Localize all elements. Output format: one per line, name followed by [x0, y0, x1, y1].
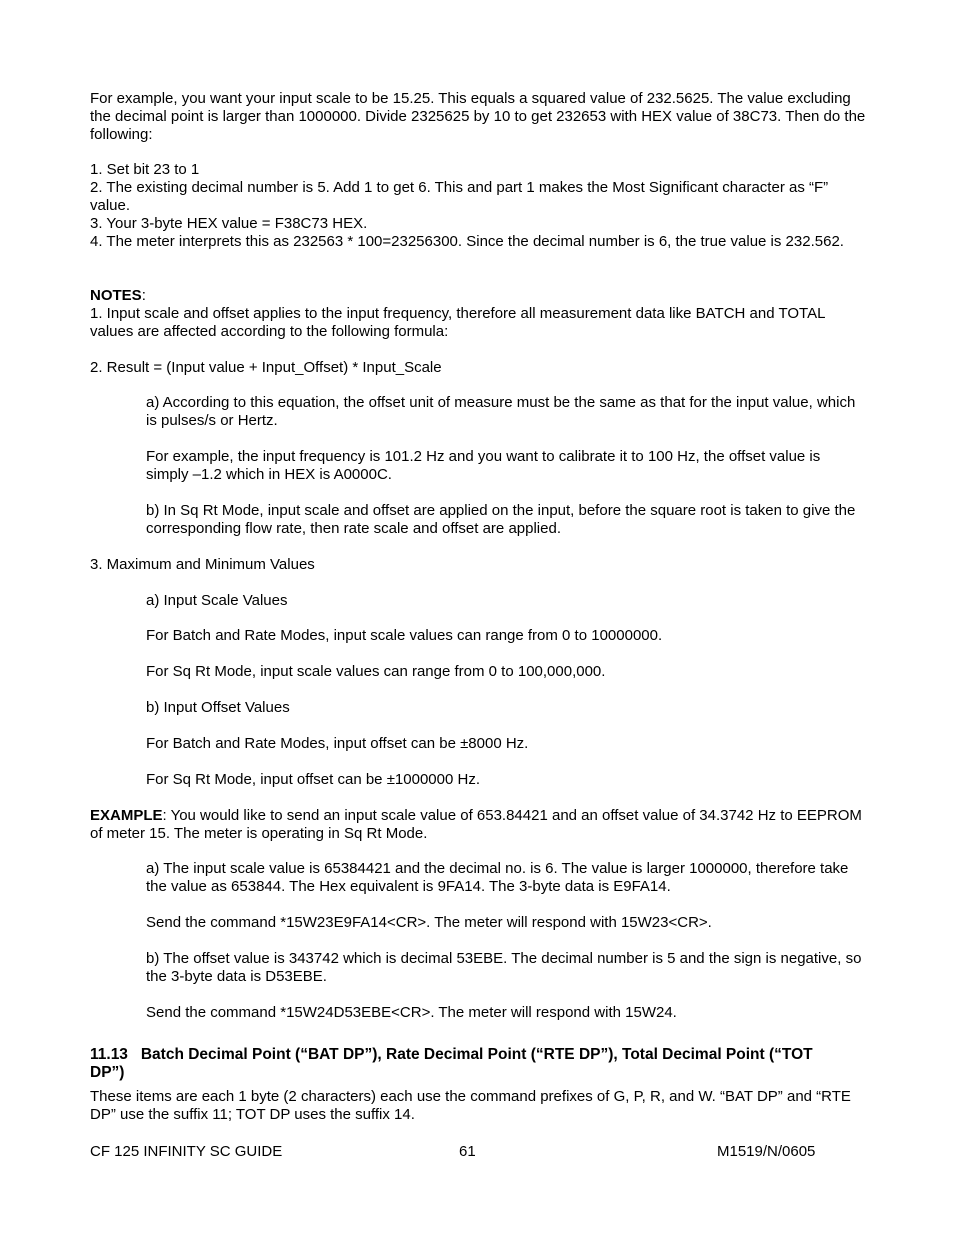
example-b-command: Send the command *15W24D53EBE<CR>. The meter will respond with 15W24.	[146, 1004, 677, 1021]
note-3: 3. Maximum and Minimum Values	[90, 556, 315, 573]
footer-left: CF 125 INFINITY SC GUIDE	[90, 1143, 283, 1160]
note-2a-example: For example, the input frequency is 101.2 Hz and you want to calibrate it to 100 Hz, the offset value is simply –1.2 which in HEX is A0000C.	[146, 448, 821, 483]
note-2b: b) In Sq Rt Mode, input scale and offset are applied on the input, before the square root is taken to give the corresponding flow rate, then rate scale and offset are applied.	[146, 502, 856, 537]
note-1: 1. Input scale and offset applies to the input frequency, therefore all measurement data like BATCH and TOTAL values are affected according to the following formula:	[90, 305, 825, 340]
note-3b-batch-rate: For Batch and Rate Modes, input offset can be ±8000 Hz.	[146, 735, 529, 752]
example-a-command: Send the command *15W23E9FA14<CR>. The meter will respond with 15W23<CR>.	[146, 914, 712, 931]
step-1: 1. Set bit 23 to 1	[90, 161, 200, 178]
notes-colon: :	[141, 287, 146, 304]
example-b: b) The offset value is 343742 which is decimal 53EBE. The decimal number is 5 and the sign is negative, so the 3-byte data is D53EBE.	[146, 950, 862, 985]
note-2-formula: 2. Result = (Input value + Input_Offset) * Input_Scale	[90, 359, 442, 376]
notes-label: NOTES	[90, 287, 142, 304]
example-label: EXAMPLE	[90, 807, 163, 824]
example-text: : You would like to send an input scale value of 653.84421 and an offset value of 34.3742 Hz to EEPROM of meter 15. The meter is operating in Sq Rt Mode.	[90, 807, 862, 842]
section-heading	[90, 1046, 850, 1082]
step-2: 2. The existing decimal number is 5. Add 1 to get 6. This and part 1 makes the Most Significant character as “F” value.	[90, 179, 829, 214]
section-title: Batch Decimal Point (“BAT DP”), Rate Decimal Point (“RTE DP”), Total Decimal Point (“TOT DP”)	[90, 1046, 813, 1081]
notes-heading	[90, 287, 870, 305]
note-3b-sqrt: For Sq Rt Mode, input offset can be ±1000000 Hz.	[146, 771, 480, 788]
footer-right: M1519/N/0605	[717, 1143, 816, 1160]
example-paragraph	[90, 807, 870, 843]
example-a: a) The input scale value is 65384421 and the decimal no. is 6. The value is larger 1000000, therefore take the value as 653844. The Hex equivalent is 9FA14. The 3-byte data is E9FA14.	[146, 860, 849, 895]
section-number: 11.13	[90, 1046, 128, 1063]
step-3: 3. Your 3-byte HEX value = F38C73 HEX.	[90, 215, 368, 232]
section-text: These items are each 1 byte (2 characters) each use the command prefixes of G, P, R, and W. “BAT DP” and “RTE DP” use the suffix 11; TOT DP uses the suffix 14.	[90, 1088, 851, 1123]
note-2a: a) According to this equation, the offset unit of measure must be the same as that for the input value, which is pulses/s or Hertz.	[146, 394, 856, 429]
note-3a-batch-rate: For Batch and Rate Modes, input scale values can range from 0 to 10000000.	[146, 627, 663, 644]
footer-page-number: 61	[459, 1143, 476, 1160]
step-4: 4. The meter interprets this as 232563 * 100=23256300. Since the decimal number is 6, the true value is 232.562.	[90, 233, 844, 250]
intro-paragraph: For example, you want your input scale to be 15.25. This equals a squared value of 232.5625. The value excluding the decimal point is larger than 1000000. Divide 2325625 by 10 to get 232653 with HEX value of 38C73. Then do the following:	[90, 90, 866, 143]
note-3a: a) Input Scale Values	[146, 592, 288, 609]
note-3a-sqrt: For Sq Rt Mode, input scale values can range from 0 to 100,000,000.	[146, 663, 606, 680]
note-3b: b) Input Offset Values	[146, 699, 290, 716]
